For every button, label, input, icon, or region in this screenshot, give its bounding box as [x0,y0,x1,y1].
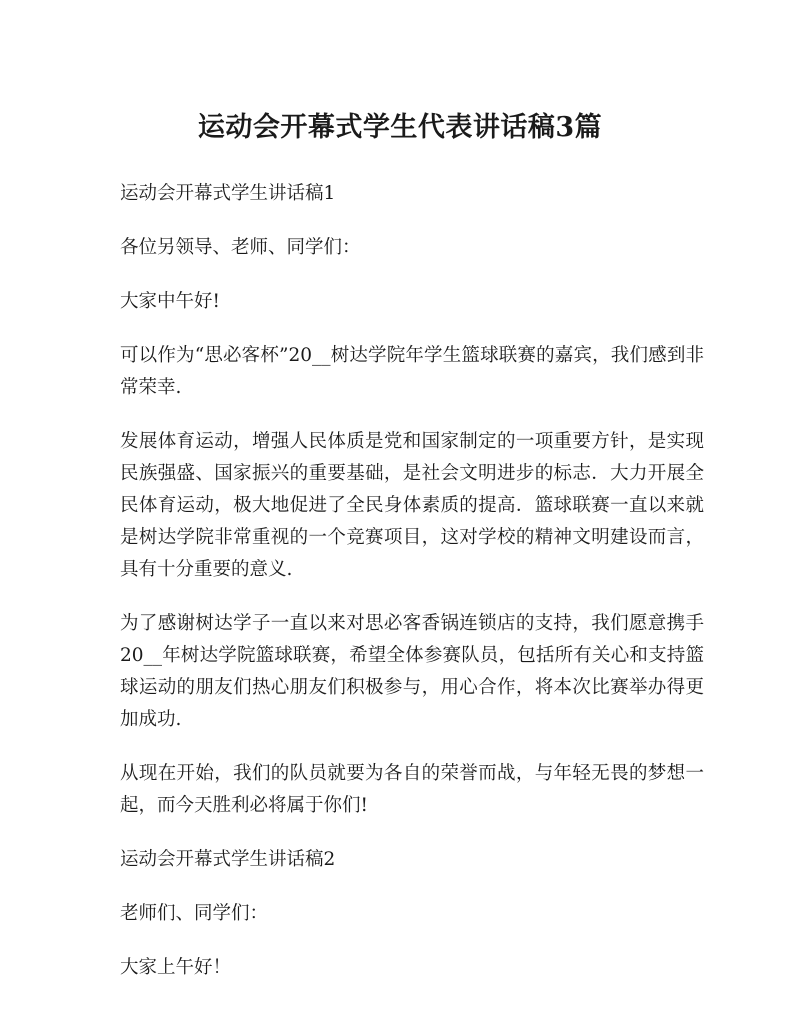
paragraph-salutation: 大家中午好! [120,291,220,312]
document-title: 运动会开幕式学生代表讲话稿3篇 [197,112,603,143]
paragraph-salutation-2: 大家上午好！ [120,957,232,978]
paragraph-thanks: 为了感谢树达学子一直以来对思必客香锅连锁店的支持，我们愿意携手20__年树达学院篮球联赛，希望全体参赛队员，包括所有关心和支持篮球运动的朋友们热心朋友们积极参与，用心合作，将本次比赛举办得更加成功. [120,613,704,730]
paragraph-greeting: 各位另领导、老师、同学们： [120,237,361,258]
document-body [120,178,704,1006]
paragraph-speech-2-heading: 运动会开幕式学生讲话稿2 [120,849,336,870]
paragraph-closing: 从现在开始，我们的队员就要为各自的荣誉而战，与年轻无畏的梦想一起，而今天胜利必将属于你们! [120,763,704,816]
paragraph-speech-1-heading: 运动会开幕式学生讲话稿1 [120,183,336,204]
paragraph-honor: 可以作为“思必客杯”20__树达学院年学生篮球联赛的嘉宾，我们感到非常荣幸. [120,345,704,398]
paragraph-sports-policy: 发展体育运动，增强人民体质是党和国家制定的一项重要方针，是实现民族强盛、国家振兴的重要基础，是社会文明进步的标志．大力开展全民体育运动，极大地促进了全民身体素质的提高．篮球联赛一直以来就是树达学院非常重视的一个竞赛项目，这对学校的精神文明建设而言，具有十分重要的意义. [120,431,704,580]
paragraph-greeting-2: 老师们、同学们： [120,903,269,924]
